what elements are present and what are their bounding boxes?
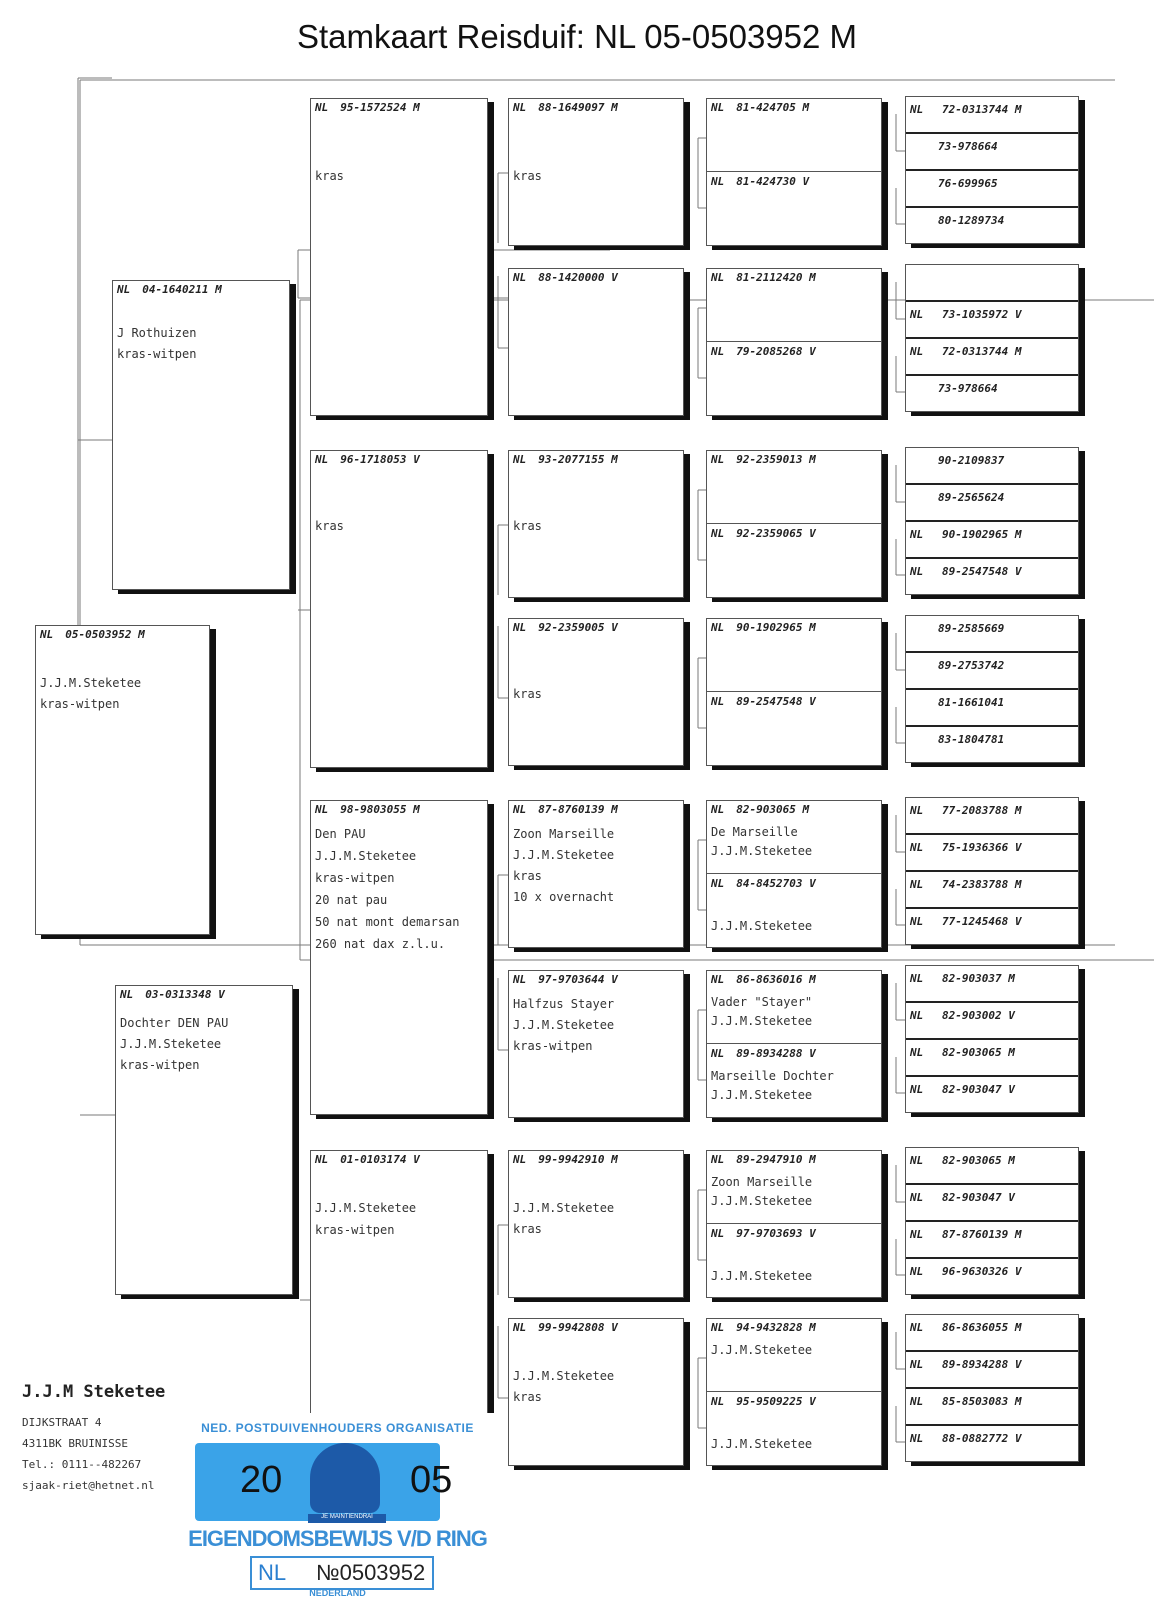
ancestor-row[interactable] — [906, 616, 1078, 653]
ring-number: 89-2565624 — [938, 491, 1005, 504]
country-code: NL — [910, 1358, 924, 1371]
ring-header — [711, 1153, 816, 1166]
info-line: kras — [315, 519, 344, 533]
ring-header — [315, 101, 420, 114]
stamp-year-right: 05 — [410, 1459, 453, 1501]
country-code: NL — [711, 345, 725, 358]
ring-number: 76-699965 — [938, 177, 998, 190]
ancestor-row[interactable] — [906, 265, 1078, 302]
ownership-stamp — [180, 1413, 495, 1600]
info-line: Zoon Marseille — [513, 827, 615, 841]
country-code: NL — [711, 271, 725, 284]
ring-number: 72-0313744 M — [942, 103, 1022, 116]
country-code: NL — [910, 1265, 924, 1278]
ancestor-row[interactable] — [906, 1148, 1078, 1185]
ring-number: 85-8503083 M — [942, 1395, 1022, 1408]
ancestor-row[interactable] — [906, 1315, 1078, 1352]
info-line: J.J.M.Steketee — [711, 1014, 813, 1028]
country-code: NL — [910, 1083, 924, 1096]
pigeon-card[interactable] — [508, 98, 684, 246]
ancestor-row[interactable] — [906, 690, 1078, 727]
country-code: NL — [513, 621, 527, 634]
ancestor-row[interactable] — [906, 522, 1078, 559]
ring-number: 73-978664 — [938, 140, 998, 153]
ring-header — [711, 803, 809, 816]
owner-phone: Tel.: 0111--482267 — [22, 1458, 142, 1471]
info-line: J.J.M.Steketee — [711, 1269, 813, 1283]
ring-header — [711, 973, 816, 986]
ring-header — [40, 628, 145, 641]
ring-number: 90-2109837 — [938, 454, 1005, 467]
country-code: NL — [910, 1154, 924, 1167]
info-line: kras — [513, 1390, 542, 1404]
country-code: NL — [711, 1395, 725, 1408]
owner-name: J.J.M Steketee — [22, 1382, 166, 1402]
country-code: NL — [711, 1321, 725, 1334]
ring-number: 88-1649097 M — [538, 101, 618, 114]
stamp-country: NEDERLAND — [309, 1588, 366, 1598]
ring-number: 82-903047 V — [942, 1083, 1015, 1096]
ring-number: 77-2083788 M — [942, 804, 1022, 817]
ring-number: 81-424705 M — [736, 101, 810, 114]
ancestor-row[interactable] — [906, 376, 1078, 413]
ring-header — [513, 973, 618, 986]
ancestor-row[interactable] — [906, 134, 1078, 171]
ring-header — [315, 803, 420, 816]
ancestor-stack — [905, 965, 1079, 1113]
info-line: kras — [315, 169, 344, 183]
ring-header — [711, 175, 809, 188]
pigeon-pair-card[interactable] — [706, 450, 882, 598]
ring-number: 99-9942808 V — [538, 1321, 618, 1334]
ancestor-row[interactable] — [906, 909, 1078, 946]
pigeon-pair-card[interactable] — [706, 98, 882, 246]
info-line: J.J.M.Steketee — [711, 919, 813, 933]
country-code: NL — [910, 878, 924, 891]
country-code: NL — [711, 1227, 725, 1240]
ancestor-row[interactable] — [906, 1185, 1078, 1222]
ring-number: 82-903065 M — [736, 803, 810, 816]
ring-number: 83-1804781 — [938, 733, 1005, 746]
ring-number: 99-9942910 M — [538, 1153, 618, 1166]
country-code: NL — [711, 175, 725, 188]
info-line: kras — [513, 169, 542, 183]
ancestor-row[interactable] — [906, 559, 1078, 596]
country-code: NL — [120, 988, 134, 1001]
stamp-ring-prefix: NL — [258, 1560, 287, 1585]
country-code: NL — [711, 1047, 725, 1060]
country-code: NL — [910, 1046, 924, 1059]
ring-header — [711, 101, 809, 114]
ring-number: 82-903047 V — [942, 1191, 1015, 1204]
ring-number: 84-8452703 V — [736, 877, 816, 890]
ring-number: 98-9803055 M — [340, 803, 420, 816]
lion-crest-icon — [310, 1443, 380, 1513]
country-code: NL — [711, 621, 725, 634]
ring-number: 93-2077155 M — [538, 453, 618, 466]
ancestor-row[interactable] — [906, 1077, 1078, 1114]
ring-number: 04-1640211 M — [142, 283, 222, 296]
ring-number: 87-8760139 M — [538, 803, 618, 816]
ring-number: 96-9630326 V — [942, 1265, 1022, 1278]
info-line: J Rothuizen — [117, 326, 197, 340]
card-divider — [707, 341, 881, 342]
pigeon-pair-card[interactable] — [706, 1318, 882, 1466]
ring-header — [315, 1153, 420, 1166]
country-code: NL — [513, 101, 527, 114]
info-line: Vader "Stayer" — [711, 995, 813, 1009]
pigeon-card[interactable] — [112, 280, 290, 590]
info-line: J.J.M.Steketee — [711, 1343, 813, 1357]
stamp-title: EIGENDOMSBEWIJS V/D RING — [188, 1526, 487, 1551]
ancestor-row[interactable] — [906, 97, 1078, 134]
stamp-year-left: 20 — [240, 1459, 283, 1501]
country-code: NL — [910, 1432, 924, 1445]
ring-number: 74-2383788 M — [942, 878, 1022, 891]
info-line: J.J.M.Steketee — [315, 849, 417, 863]
ancestor-row[interactable] — [906, 872, 1078, 909]
ring-header — [513, 1321, 618, 1334]
ring-header — [711, 527, 816, 540]
ancestor-row[interactable] — [906, 966, 1078, 1003]
ring-number: 97-9703644 V — [538, 973, 618, 986]
country-code: NL — [910, 1321, 924, 1334]
ring-number: 89-2585669 — [938, 622, 1005, 635]
pigeon-card[interactable] — [310, 98, 488, 416]
country-code: NL — [315, 1153, 329, 1166]
ring-header — [513, 101, 618, 114]
info-line: De Marseille — [711, 825, 798, 839]
ring-number: 88-1420000 V — [538, 271, 618, 284]
ring-header — [117, 283, 222, 296]
info-line: J.J.M.Steketee — [513, 848, 615, 862]
country-code: NL — [513, 1321, 527, 1334]
ring-number: 80-1289734 — [938, 214, 1005, 227]
ring-number: 92-2359065 V — [736, 527, 816, 540]
ancestor-row[interactable] — [906, 1352, 1078, 1389]
info-line: Zoon Marseille — [711, 1175, 813, 1189]
pigeon-pair-card[interactable] — [706, 970, 882, 1118]
info-line: J.J.M.Steketee — [711, 844, 813, 858]
ring-number: 89-8934288 V — [942, 1358, 1022, 1371]
ring-header — [711, 271, 816, 284]
stamp-ring-box — [250, 1556, 434, 1590]
info-line: Dochter DEN PAU — [120, 1016, 229, 1030]
pigeon-card[interactable] — [35, 625, 210, 935]
country-code: NL — [910, 345, 924, 358]
ring-number: 81-1661041 — [938, 696, 1005, 709]
ring-header — [711, 1321, 816, 1334]
ring-number: 82-903002 V — [942, 1009, 1015, 1022]
country-code: NL — [711, 695, 725, 708]
country-code: NL — [910, 1228, 924, 1241]
info-line: J.J.M.Steketee — [711, 1088, 813, 1102]
ring-number: 90-1902965 M — [942, 528, 1022, 541]
country-code: NL — [513, 453, 527, 466]
stamp-motto: JE MAINTIENDRAI — [308, 1514, 386, 1523]
pigeon-card[interactable] — [310, 450, 488, 768]
ring-number: 82-903065 M — [942, 1046, 1015, 1059]
ring-number: 79-2085268 V — [736, 345, 816, 358]
ancestor-row[interactable] — [906, 727, 1078, 764]
ring-number: 75-1936366 V — [942, 841, 1022, 854]
country-code: NL — [711, 527, 725, 540]
pigeon-card[interactable] — [508, 268, 684, 416]
stamp-ring-number: №0503952 — [316, 1560, 426, 1585]
country-code: NL — [315, 803, 329, 816]
ancestor-row[interactable] — [906, 798, 1078, 835]
ancestor-row[interactable] — [906, 448, 1078, 485]
country-code: NL — [910, 565, 924, 578]
card-divider — [707, 1043, 881, 1044]
stamp-org: NED. POSTDUIVENHOUDERS ORGANISATIE — [201, 1421, 474, 1435]
ancestor-row[interactable] — [906, 1389, 1078, 1426]
owner-email: sjaak-riet@hetnet.nl — [22, 1479, 155, 1492]
owner-postal: 4311BK BRUINISSE — [22, 1437, 128, 1450]
card-divider — [707, 691, 881, 692]
ancestor-row[interactable] — [906, 208, 1078, 245]
info-line: kras-witpen — [40, 697, 120, 711]
country-code: NL — [910, 915, 924, 928]
pigeon-card[interactable] — [508, 800, 684, 948]
pigeon-pair-card[interactable] — [706, 618, 882, 766]
country-code: NL — [910, 1395, 924, 1408]
ancestor-row[interactable] — [906, 1222, 1078, 1259]
pigeon-pair-card[interactable] — [706, 268, 882, 416]
ring-header — [513, 803, 618, 816]
owner-info — [22, 1382, 165, 1496]
ring-header — [711, 345, 816, 358]
card-divider — [707, 523, 881, 524]
info-line: J.J.M.Steketee — [513, 1018, 615, 1032]
country-code: NL — [513, 271, 527, 284]
ring-number: 89-2947910 M — [736, 1153, 816, 1166]
ring-number: 88-0882772 V — [942, 1432, 1022, 1445]
ring-number: 89-8934288 V — [736, 1047, 816, 1060]
ring-header — [711, 1047, 816, 1060]
info-line: J.J.M.Steketee — [40, 676, 142, 690]
ring-header — [513, 1153, 618, 1166]
country-code: NL — [40, 628, 54, 641]
country-code: NL — [117, 283, 131, 296]
ancestor-stack — [905, 447, 1079, 595]
ring-header — [711, 695, 816, 708]
country-code: NL — [910, 1009, 924, 1022]
ring-header — [711, 453, 816, 466]
country-code: NL — [910, 804, 924, 817]
country-code: NL — [910, 308, 924, 321]
info-line: kras-witpen — [513, 1039, 593, 1053]
country-code: NL — [315, 101, 329, 114]
ring-number: 01-0103174 V — [340, 1153, 420, 1166]
ancestor-stack — [905, 1147, 1079, 1295]
country-code: NL — [910, 1191, 924, 1204]
card-divider — [707, 873, 881, 874]
info-line: 50 nat mont demarsan — [315, 915, 460, 929]
ring-header — [513, 271, 618, 284]
info-line: J.J.M.Steketee — [315, 1201, 417, 1215]
ancestor-row[interactable] — [906, 1040, 1078, 1077]
ancestor-row[interactable] — [906, 171, 1078, 208]
ring-number: 96-1718053 V — [340, 453, 420, 466]
ring-number: 90-1902965 M — [736, 621, 816, 634]
pigeon-card[interactable] — [508, 618, 684, 766]
info-line: kras — [513, 869, 542, 883]
card-divider — [707, 171, 881, 172]
info-line: kras-witpen — [120, 1058, 200, 1072]
info-line: kras-witpen — [315, 1223, 395, 1237]
ring-number: 81-424730 V — [736, 175, 810, 188]
country-code: NL — [711, 877, 725, 890]
info-line: J.J.M.Steketee — [120, 1037, 222, 1051]
ring-header — [711, 1227, 816, 1240]
card-divider — [707, 1391, 881, 1392]
owner-address: DIJKSTRAAT 4 — [22, 1416, 102, 1429]
country-code: NL — [711, 101, 725, 114]
pigeon-card[interactable] — [310, 800, 488, 1115]
ring-number: 94-9432828 M — [736, 1321, 816, 1334]
country-code: NL — [513, 1153, 527, 1166]
ring-number: 73-1035972 V — [942, 308, 1022, 321]
ring-number: 82-903037 M — [942, 972, 1015, 985]
ring-number: 77-1245468 V — [942, 915, 1022, 928]
ancestor-row[interactable] — [906, 1426, 1078, 1463]
ring-number: 95-9509225 V — [736, 1395, 816, 1408]
info-line: 20 nat pau — [315, 893, 388, 907]
ring-header — [513, 621, 618, 634]
ring-number: 03-0313348 V — [145, 988, 225, 1001]
ancestor-row[interactable] — [906, 835, 1078, 872]
ring-number: 92-2359013 M — [736, 453, 816, 466]
ring-number: 05-0503952 M — [65, 628, 145, 641]
ancestor-row[interactable] — [906, 1259, 1078, 1296]
country-code: NL — [315, 453, 329, 466]
country-code: NL — [910, 841, 924, 854]
page-title: Stamkaart Reisduif: NL 05-0503952 M — [296, 18, 858, 55]
info-line: kras — [513, 687, 542, 701]
ring-header — [315, 453, 420, 466]
card-divider — [707, 1223, 881, 1224]
ancestor-row[interactable] — [906, 339, 1078, 376]
ring-header — [513, 453, 618, 466]
ring-header — [711, 621, 816, 634]
info-line: 10 x overnacht — [513, 890, 615, 904]
info-line: J.J.M.Steketee — [711, 1437, 813, 1451]
pigeon-card[interactable] — [508, 1318, 684, 1466]
pigeon-card[interactable] — [508, 1150, 684, 1298]
info-line: J.J.M.Steketee — [711, 1194, 813, 1208]
info-line: kras-witpen — [117, 347, 197, 361]
country-code: NL — [711, 973, 725, 986]
info-line: Halfzus Stayer — [513, 997, 615, 1011]
country-code: NL — [910, 528, 924, 541]
ring-number: 86-8636055 M — [942, 1321, 1022, 1334]
pigeon-card[interactable] — [508, 970, 684, 1118]
pigeon-pair-card[interactable] — [706, 800, 882, 948]
ring-header — [711, 877, 816, 890]
country-code: NL — [711, 803, 725, 816]
country-code: NL — [910, 103, 924, 116]
pigeon-card[interactable] — [508, 450, 684, 598]
ring-number: 92-2359005 V — [538, 621, 618, 634]
ancestor-stack — [905, 96, 1079, 244]
ring-number: 89-2547548 V — [736, 695, 816, 708]
info-line: Den PAU — [315, 827, 366, 841]
ring-number: 81-2112420 M — [736, 271, 816, 284]
ring-number: 73-978664 — [938, 382, 998, 395]
country-code: NL — [513, 803, 527, 816]
ring-number: 86-8636016 M — [736, 973, 816, 986]
pigeon-pair-card[interactable] — [706, 1150, 882, 1298]
country-code: NL — [910, 972, 924, 985]
ancestor-stack — [905, 1314, 1079, 1462]
country-code: NL — [711, 453, 725, 466]
pigeon-card[interactable] — [115, 985, 293, 1295]
info-line: J.J.M.Steketee — [513, 1369, 615, 1383]
ancestor-row[interactable] — [906, 1003, 1078, 1040]
info-line: 260 nat dax z.l.u. — [315, 937, 446, 951]
info-line: J.J.M.Steketee — [513, 1201, 615, 1215]
ancestor-row[interactable] — [906, 485, 1078, 522]
country-code: NL — [711, 1153, 725, 1166]
ring-header — [120, 988, 225, 1001]
ancestor-row[interactable] — [906, 302, 1078, 339]
ancestor-row[interactable] — [906, 653, 1078, 690]
ancestor-stack — [905, 797, 1079, 945]
ring-number: 82-903065 M — [942, 1154, 1015, 1167]
info-line: kras — [513, 1222, 542, 1236]
ring-number: 72-0313744 M — [942, 345, 1022, 358]
country-code: NL — [513, 973, 527, 986]
ring-number: 89-2753742 — [938, 659, 1005, 672]
ring-header — [711, 1395, 816, 1408]
info-line: Marseille Dochter — [711, 1069, 834, 1083]
ring-number: 95-1572524 M — [340, 101, 420, 114]
info-line: kras-witpen — [315, 871, 395, 885]
ring-number: 87-8760139 M — [942, 1228, 1022, 1241]
ring-number: 89-2547548 V — [942, 565, 1022, 578]
ancestor-stack — [905, 615, 1079, 763]
info-line: kras — [513, 519, 542, 533]
ring-number: 97-9703693 V — [736, 1227, 816, 1240]
ancestor-stack — [905, 264, 1079, 412]
